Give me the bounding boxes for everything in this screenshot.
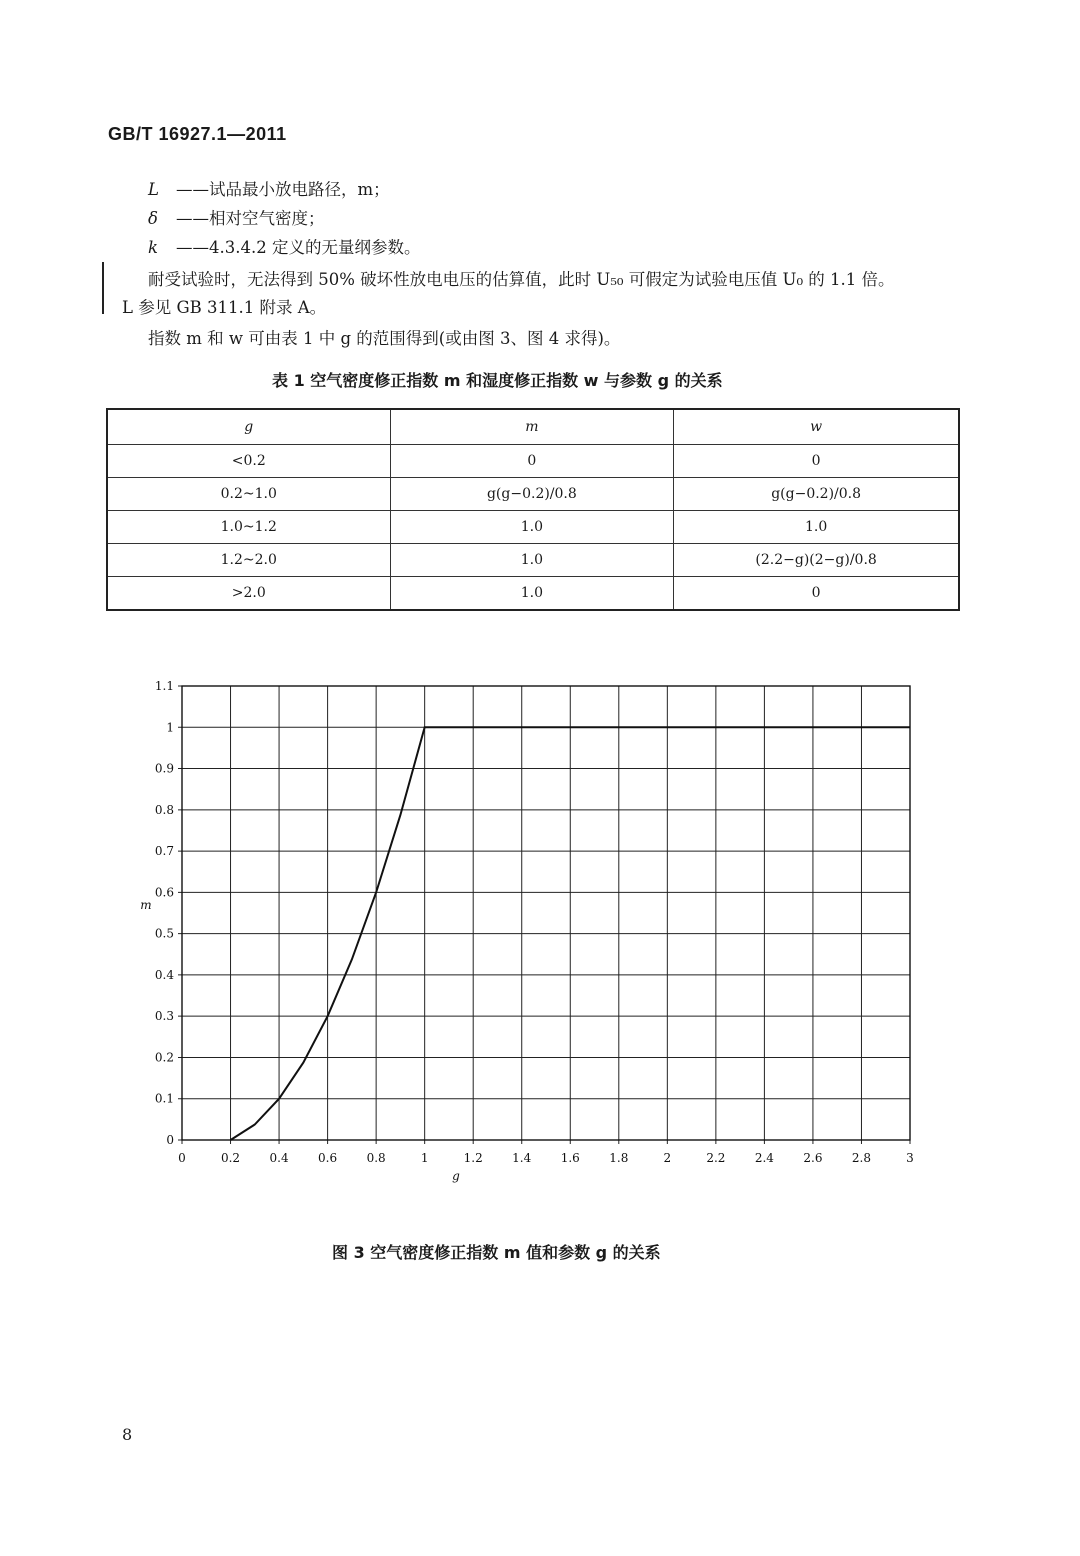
definition-symbol: L — [148, 180, 159, 199]
y-tick-label: 0.1 — [154, 1091, 174, 1106]
x-tick-label: 1.8 — [609, 1151, 629, 1165]
definition-L — [148, 176, 390, 200]
cell-g: <0.2 — [107, 445, 390, 478]
x-tick-label: 2.8 — [851, 1151, 872, 1165]
x-tick-label: 1.6 — [560, 1151, 580, 1165]
y-tick-label: 0.7 — [154, 844, 174, 859]
table-1 — [106, 408, 960, 611]
y-tick-label: 0.5 — [154, 926, 174, 941]
header-g: g — [107, 409, 390, 445]
table-caption: 表 1 空气密度修正指数 m 和湿度修正指数 w 与参数 g 的关系 — [272, 371, 723, 390]
cell-g: 0.2~1.0 — [107, 478, 390, 511]
x-axis-label: g — [452, 1169, 460, 1183]
y-tick-label: 0.2 — [154, 1050, 174, 1065]
cell-w: 0 — [674, 445, 959, 478]
figure-3-chart — [0, 660, 1080, 1200]
revision-bar — [102, 262, 104, 314]
y-tick-label: 0.6 — [154, 885, 174, 900]
table-row — [107, 445, 959, 478]
x-tick-label: 0.6 — [318, 1151, 338, 1165]
definition-delta — [148, 205, 325, 229]
x-tick-label: 1.2 — [463, 1151, 483, 1165]
cell-m: 1.0 — [390, 577, 674, 611]
x-tick-label: 0.8 — [366, 1151, 386, 1165]
paragraph-withstand: 耐受试验时，无法得到 50% 破坏性放电电压的估算值，此时 U₅₀ 可假定为试验电压值 U₀ 的 1.1 倍。 — [148, 270, 895, 289]
cell-g: 1.0~1.2 — [107, 511, 390, 544]
y-tick-label: 1.1 — [154, 679, 174, 693]
cell-m: 1.0 — [390, 511, 674, 544]
cell-m: 0 — [390, 445, 674, 478]
definition-text: ——4.3.4.2 定义的无量纲参数。 — [176, 238, 421, 257]
x-tick-label: 2.6 — [803, 1151, 823, 1165]
definition-k — [148, 234, 420, 258]
y-axis-label: m — [140, 898, 152, 912]
standard-number: GB/T 16927.1—2011 — [108, 124, 287, 144]
y-tick-label: 0.9 — [154, 761, 174, 776]
plot-frame — [182, 686, 910, 1140]
y-tick-label: 0.3 — [154, 1009, 174, 1024]
figure-caption: 图 3 空气密度修正指数 m 值和参数 g 的关系 — [332, 1243, 661, 1262]
x-tick-label: 1.4 — [512, 1151, 532, 1165]
x-tick-label: 2.4 — [754, 1151, 774, 1165]
x-tick-label: 2 — [663, 1151, 672, 1165]
cell-w: 1.0 — [674, 511, 959, 544]
cell-m: g(g−0.2)/0.8 — [390, 478, 674, 511]
paragraph-L-reference: L 参见 GB 311.1 附录 A。 — [122, 298, 327, 317]
y-tick-label: 0 — [166, 1133, 174, 1147]
cell-w: 0 — [674, 577, 959, 611]
y-tick-label: 0.4 — [154, 967, 174, 982]
definition-text: ——相对空气密度； — [176, 209, 325, 228]
cell-w: g(g−0.2)/0.8 — [674, 478, 959, 511]
x-tick-label: 0.2 — [220, 1151, 241, 1165]
page-number: 8 — [122, 1425, 133, 1444]
table-header-row — [107, 409, 959, 445]
x-tick-label: 0.4 — [269, 1151, 289, 1165]
table-row — [107, 544, 959, 577]
cell-m: 1.0 — [390, 544, 674, 577]
definition-symbol: δ — [148, 209, 158, 228]
paragraph-exponents: 指数 m 和 w 可由表 1 中 g 的范围得到(或由图 3、图 4 求得)。 — [148, 329, 621, 348]
table-row — [107, 577, 959, 611]
definition-symbol: k — [148, 238, 158, 257]
x-tick-label: 3 — [906, 1151, 914, 1165]
y-tick-label: 1 — [166, 720, 174, 735]
table-row — [107, 478, 959, 511]
table-row — [107, 511, 959, 544]
cell-w: (2.2−g)(2−g)/0.8 — [674, 544, 959, 577]
cell-g: >2.0 — [107, 577, 390, 611]
header-m: m — [390, 409, 674, 445]
cell-g: 1.2~2.0 — [107, 544, 390, 577]
x-tick-label: 1 — [420, 1151, 429, 1165]
x-tick-label: 0 — [178, 1151, 186, 1165]
y-tick-label: 0.8 — [154, 802, 174, 817]
header-w: w — [674, 409, 959, 445]
x-tick-label: 2.2 — [706, 1151, 726, 1165]
definition-text: ——试品最小放电路径，m； — [176, 180, 390, 199]
